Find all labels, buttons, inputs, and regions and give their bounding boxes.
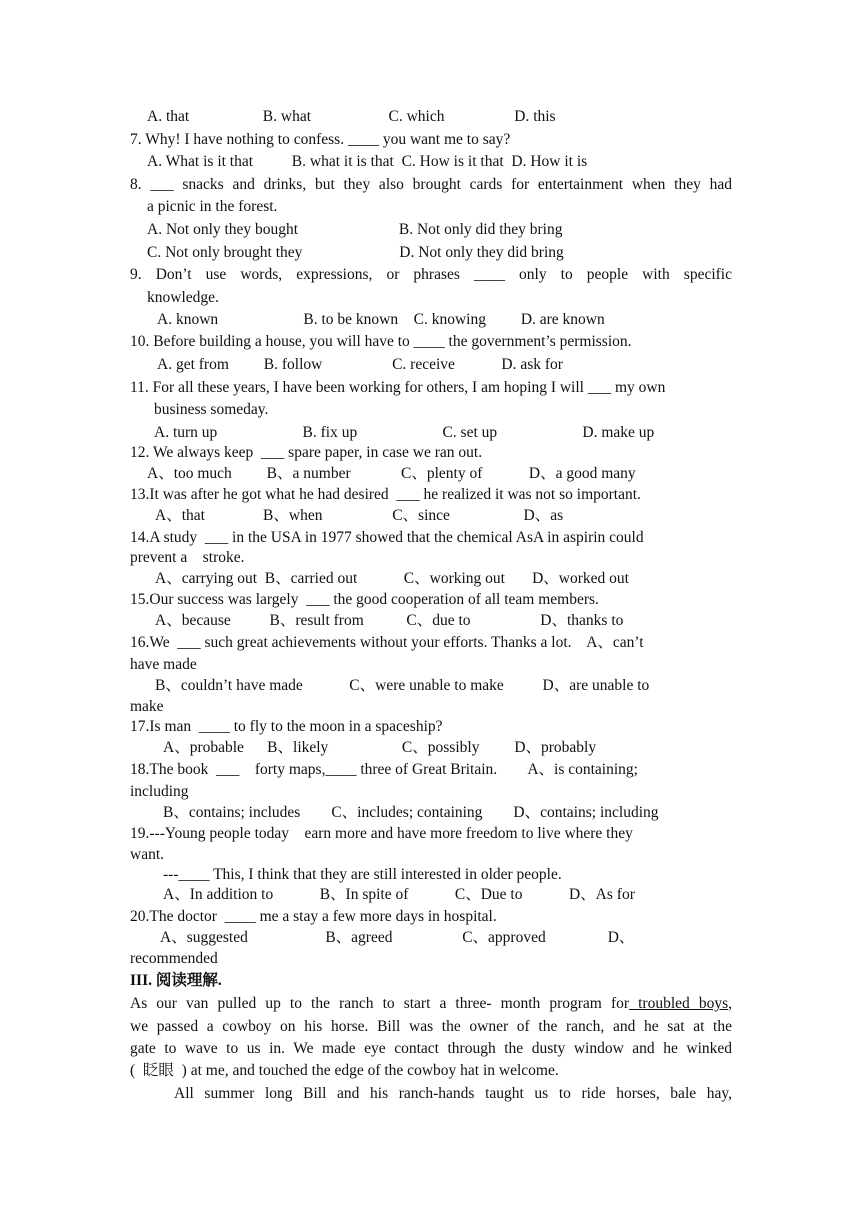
q11-stem: 11. For all these years, I have been working for others, I am hoping I will ___ my own xyxy=(130,379,666,396)
q14-options: A、carrying out B、carried out C、working out D、worked out xyxy=(155,570,629,587)
q16-options-cont: make xyxy=(130,698,164,715)
q9-stem-cont: knowledge. xyxy=(147,289,219,306)
section-heading: III. 阅读理解. xyxy=(130,972,222,989)
passage-line-2: we passed a cowboy on his horse. Bill was the owner of the ranch, and he sat at the xyxy=(130,1018,732,1035)
q7-stem: 7. Why! I have nothing to confess. ____ you want me to say? xyxy=(130,131,511,148)
passage-line-4: ( 眨眼 ) at me, and touched the edge of the cowboy hat in welcome. xyxy=(130,1062,559,1079)
q19-stem: 19.---Young people today earn more and have more freedom to live where they xyxy=(130,825,633,842)
q12-options: A、too much B、a number C、plenty of D、a good many xyxy=(147,465,636,482)
q16-stem: 16.We ___ such great achievements without your efforts. Thanks a lot. A、can’t xyxy=(130,634,644,651)
q19-stem-cont: want. xyxy=(130,846,165,863)
q19-reply: ---____ This, I think that they are still interested in older people. xyxy=(163,866,562,883)
q18-stem: 18.The book ___ forty maps,____ three of Great Britain. A、is containing; xyxy=(130,761,638,778)
q16-stem-cont: have made xyxy=(130,656,197,673)
q14-stem: 14.A study ___ in the USA in 1977 showed that the chemical AsA in aspirin could xyxy=(130,529,644,546)
q13-stem: 13.It was after he got what he had desired ___ he realized it was not so important. xyxy=(130,486,641,503)
passage-line-1: As our van pulled up to the ranch to start a three- month program for troubled boys, xyxy=(130,995,732,1012)
q12-stem: 12. We always keep ___ spare paper, in case we ran out. xyxy=(130,444,483,461)
q8-stem: 8. ___ snacks and drinks, but they also brought cards for entertainment when they had xyxy=(130,176,732,193)
q9-options: A. known B. to be known C. knowing D. are known xyxy=(157,311,605,328)
q20-options: A、suggested B、agreed C、approved D、 xyxy=(160,929,635,946)
q19-options: A、In addition to B、In spite of C、Due to D、As for xyxy=(163,886,635,903)
q16-options: B、couldn’t have made C、were unable to make D、are unable to xyxy=(155,677,650,694)
q8-options-cd: C. Not only brought they D. Not only they did bring xyxy=(147,244,564,261)
q11-stem-cont: business someday. xyxy=(154,401,269,418)
q18-stem-cont: including xyxy=(130,783,189,800)
q20-options-cont: recommended xyxy=(130,950,218,967)
q8-options-ab: A. Not only they bought B. Not only did they bring xyxy=(147,221,563,238)
q13-options: A、that B、when C、since D、as xyxy=(155,507,564,524)
q7-options: A. What is it that B. what it is that C. How is it that D. How it is xyxy=(147,153,588,170)
q8-stem-cont: a picnic in the forest. xyxy=(147,198,278,215)
q14-stem-cont: prevent a stroke. xyxy=(130,549,245,566)
q10-options: A. get from B. follow C. receive D. ask for xyxy=(157,356,563,373)
q15-stem: 15.Our success was largely ___ the good cooperation of all team members. xyxy=(130,591,599,608)
q15-options: A、because B、result from C、due to D、thanks to xyxy=(155,612,624,629)
underlined-phrase: troubled boys xyxy=(629,995,729,1012)
q10-stem: 10. Before building a house, you will have to ____ the government’s permission. xyxy=(130,333,632,350)
q18-options: B、contains; includes C、includes; containing D、contains; including xyxy=(163,804,659,821)
passage-line-5: All summer long Bill and his ranch-hands taught us to ride horses, bale hay, xyxy=(174,1085,732,1102)
passage-line-3: gate to wave to us in. We made eye contact through the dusty window and he winked xyxy=(130,1040,732,1057)
q9-stem: 9. Don’t use words, expressions, or phrases ____ only to people with specific xyxy=(130,266,732,283)
q17-stem: 17.Is man ____ to fly to the moon in a spaceship? xyxy=(130,718,443,735)
q20-stem: 20.The doctor ____ me a stay a few more days in hospital. xyxy=(130,908,497,925)
q11-options: A. turn up B. fix up C. set up D. make up xyxy=(154,424,655,441)
q17-options: A、probable B、likely C、possibly D、probably xyxy=(163,739,597,756)
q6-options: A. that B. what C. which D. this xyxy=(147,108,556,125)
